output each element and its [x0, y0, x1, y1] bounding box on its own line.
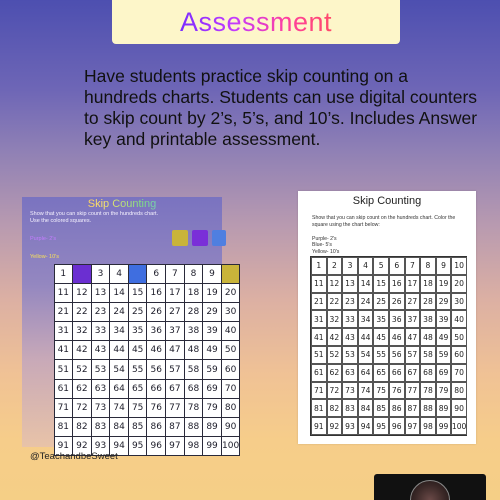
purple-legend: Purple- 2's [30, 236, 57, 242]
digital-cell[interactable]: 69 [202, 379, 222, 399]
digital-cell[interactable]: 23 [91, 302, 111, 322]
digital-cell[interactable]: 55 [128, 359, 148, 379]
digital-cell[interactable]: 67 [165, 379, 185, 399]
printable-cell: 85 [373, 399, 389, 417]
printable-cell: 11 [311, 275, 327, 293]
yellow-counter[interactable] [172, 230, 188, 246]
digital-cell[interactable]: 65 [128, 379, 148, 399]
digital-cell[interactable]: 53 [91, 359, 111, 379]
digital-cell[interactable]: 30 [221, 302, 241, 322]
digital-cell[interactable]: 29 [202, 302, 222, 322]
printable-cell: 94 [358, 417, 374, 435]
digital-cell[interactable]: 83 [91, 417, 111, 437]
digital-cell[interactable]: 56 [146, 359, 166, 379]
digital-cell[interactable]: 98 [184, 436, 204, 456]
printable-cell: 26 [389, 293, 405, 311]
printable-cell: 35 [373, 310, 389, 328]
digital-chart-instructions: Show that you can skip count on the hundreds chart. Use the colored squares. [30, 211, 159, 224]
printable-cell: 3 [342, 257, 358, 275]
digital-cell[interactable]: 31 [54, 321, 74, 341]
digital-cell[interactable]: 73 [91, 398, 111, 418]
printable-cell: 18 [420, 275, 436, 293]
digital-cell[interactable] [128, 264, 148, 284]
title-banner [112, 0, 400, 44]
digital-cell[interactable]: 87 [165, 417, 185, 437]
printable-cell: 81 [311, 399, 327, 417]
printable-cell: 53 [342, 346, 358, 364]
digital-cell[interactable]: 8 [184, 264, 204, 284]
digital-cell[interactable]: 43 [91, 340, 111, 360]
digital-cell[interactable]: 17 [165, 283, 185, 303]
digital-cell[interactable]: 6 [146, 264, 166, 284]
digital-cell[interactable]: 22 [72, 302, 92, 322]
printable-cell: 74 [358, 382, 374, 400]
digital-chart-title: Skip Counting [22, 198, 222, 210]
printable-cell: 8 [420, 257, 436, 275]
digital-cell[interactable]: 46 [146, 340, 166, 360]
digital-cell[interactable]: 52 [72, 359, 92, 379]
printable-cell: 10 [451, 257, 467, 275]
printable-cell: 41 [311, 328, 327, 346]
printable-cell: 15 [373, 275, 389, 293]
digital-grid [54, 264, 240, 456]
printable-cell: 62 [327, 364, 343, 382]
printable-cell: 61 [311, 364, 327, 382]
printable-cell: 12 [327, 275, 343, 293]
digital-cell[interactable]: 32 [72, 321, 92, 341]
printable-cell: 22 [327, 293, 343, 311]
digital-cell[interactable]: 27 [165, 302, 185, 322]
printable-cell: 65 [373, 364, 389, 382]
printable-cell: 100 [451, 417, 467, 435]
printable-cell: 13 [342, 275, 358, 293]
printable-cell: 95 [373, 417, 389, 435]
printable-cell: 60 [451, 346, 467, 364]
digital-cell[interactable]: 19 [202, 283, 222, 303]
legend-yellow: Yellow- 10's [312, 248, 340, 255]
printable-assessment [298, 191, 476, 444]
printable-legend [312, 236, 339, 255]
digital-cell[interactable]: 71 [54, 398, 74, 418]
digital-cell[interactable]: 88 [184, 417, 204, 437]
logo-circle-icon [410, 480, 450, 500]
printable-cell: 77 [405, 382, 421, 400]
digital-cell[interactable]: 1 [54, 264, 74, 284]
printable-cell: 51 [311, 346, 327, 364]
digital-cell[interactable]: 44 [109, 340, 129, 360]
digital-cell[interactable]: 7 [165, 264, 185, 284]
digital-cell[interactable]: 90 [221, 417, 241, 437]
digital-cell[interactable]: 79 [202, 398, 222, 418]
printable-cell: 34 [358, 310, 374, 328]
digital-cell[interactable]: 13 [91, 283, 111, 303]
digital-cell[interactable]: 35 [128, 321, 148, 341]
printable-instructions: Show that you can skip count on the hundreds chart. Color the square using the chart below: [312, 215, 456, 228]
digital-cell[interactable]: 84 [109, 417, 129, 437]
digital-cell[interactable]: 20 [221, 283, 241, 303]
digital-cell[interactable]: 18 [184, 283, 204, 303]
printable-cell: 68 [420, 364, 436, 382]
printable-cell: 32 [327, 310, 343, 328]
digital-cell[interactable]: 45 [128, 340, 148, 360]
digital-cell[interactable]: 77 [165, 398, 185, 418]
printable-cell: 69 [436, 364, 452, 382]
digital-cell[interactable]: 82 [72, 417, 92, 437]
digital-hundreds-chart [22, 197, 240, 452]
product-description: Have students practice skip counting on a hundreds charts. Students can use digital counters to skip count by 2’s, 5’s, and 10’s. Includes Answer key and printable assessment. [84, 66, 478, 149]
digital-cell[interactable]: 64 [109, 379, 129, 399]
printable-cell: 7 [405, 257, 421, 275]
printable-cell: 5 [373, 257, 389, 275]
digital-cell[interactable]: 51 [54, 359, 74, 379]
printable-cell: 92 [327, 417, 343, 435]
printable-cell: 38 [420, 310, 436, 328]
printable-cell: 97 [405, 417, 421, 435]
printable-cell: 14 [358, 275, 374, 293]
printable-cell: 36 [389, 310, 405, 328]
printable-cell: 58 [420, 346, 436, 364]
printable-cell: 9 [436, 257, 452, 275]
printable-cell: 21 [311, 293, 327, 311]
page-title: Assessment [179, 7, 333, 37]
digital-cell[interactable]: 58 [184, 359, 204, 379]
digital-cell[interactable]: 86 [146, 417, 166, 437]
digital-cell[interactable]: 37 [165, 321, 185, 341]
brand-logo [374, 474, 486, 500]
digital-cell[interactable]: 33 [91, 321, 111, 341]
digital-cell[interactable]: 68 [184, 379, 204, 399]
digital-cell[interactable]: 70 [221, 379, 241, 399]
printable-cell: 93 [342, 417, 358, 435]
printable-cell: 42 [327, 328, 343, 346]
printable-cell: 37 [405, 310, 421, 328]
digital-cell[interactable]: 91 [54, 436, 74, 456]
printable-cell: 89 [436, 399, 452, 417]
printable-cell: 70 [451, 364, 467, 382]
digital-cell[interactable]: 24 [109, 302, 129, 322]
printable-cell: 84 [358, 399, 374, 417]
printable-cell: 48 [420, 328, 436, 346]
printable-cell: 31 [311, 310, 327, 328]
yellow-legend: Yellow- 10's [30, 254, 59, 260]
printable-cell: 98 [420, 417, 436, 435]
printable-cell: 55 [373, 346, 389, 364]
digital-cell[interactable]: 16 [146, 283, 166, 303]
printable-cell: 24 [358, 293, 374, 311]
digital-cell[interactable]: 21 [54, 302, 74, 322]
digital-cell[interactable]: 57 [165, 359, 185, 379]
digital-cell[interactable]: 42 [72, 340, 92, 360]
printable-cell: 59 [436, 346, 452, 364]
printable-cell: 40 [451, 310, 467, 328]
printable-cell: 75 [373, 382, 389, 400]
digital-cell[interactable]: 89 [202, 417, 222, 437]
printable-cell: 27 [405, 293, 421, 311]
purple-counter[interactable] [192, 230, 208, 246]
digital-cell[interactable]: 26 [146, 302, 166, 322]
printable-cell: 25 [373, 293, 389, 311]
printable-title: Skip Counting [352, 195, 422, 207]
digital-cell[interactable]: 49 [202, 340, 222, 360]
digital-cell[interactable]: 28 [184, 302, 204, 322]
digital-cell[interactable]: 100 [221, 436, 241, 456]
printable-cell: 16 [389, 275, 405, 293]
digital-cell[interactable]: 85 [128, 417, 148, 437]
printable-cell: 54 [358, 346, 374, 364]
digital-cell[interactable]: 60 [221, 359, 241, 379]
printable-cell: 87 [405, 399, 421, 417]
digital-cell[interactable]: 12 [72, 283, 92, 303]
printable-cell: 46 [389, 328, 405, 346]
printable-cell: 1 [311, 257, 327, 275]
printable-cell: 82 [327, 399, 343, 417]
printable-cell: 91 [311, 417, 327, 435]
digital-cell[interactable]: 62 [72, 379, 92, 399]
digital-cell[interactable]: 72 [72, 398, 92, 418]
digital-cell[interactable]: 54 [109, 359, 129, 379]
digital-cell[interactable]: 41 [54, 340, 74, 360]
printable-cell: 88 [420, 399, 436, 417]
printable-cell: 73 [342, 382, 358, 400]
printable-cell: 67 [405, 364, 421, 382]
digital-cell[interactable]: 97 [165, 436, 185, 456]
digital-cell[interactable]: 40 [221, 321, 241, 341]
digital-cell[interactable]: 78 [184, 398, 204, 418]
printable-cell: 33 [342, 310, 358, 328]
digital-cell[interactable]: 15 [128, 283, 148, 303]
printable-cell: 63 [342, 364, 358, 382]
digital-cell[interactable]: 81 [54, 417, 74, 437]
digital-cell[interactable]: 76 [146, 398, 166, 418]
digital-cell[interactable]: 63 [91, 379, 111, 399]
printable-cell: 90 [451, 399, 467, 417]
printable-cell: 23 [342, 293, 358, 311]
digital-cell[interactable]: 95 [128, 436, 148, 456]
legend-blue: Blue- 5's [312, 242, 333, 249]
digital-cell[interactable]: 74 [109, 398, 129, 418]
digital-cell[interactable]: 34 [109, 321, 129, 341]
digital-cell[interactable]: 50 [221, 340, 241, 360]
printable-cell: 57 [405, 346, 421, 364]
author-handle: @TeachandbeSweet [30, 451, 118, 462]
printable-cell: 4 [358, 257, 374, 275]
printable-cell: 49 [436, 328, 452, 346]
printable-cell: 2 [327, 257, 343, 275]
printable-cell: 47 [405, 328, 421, 346]
printable-cell: 6 [389, 257, 405, 275]
printable-cell: 83 [342, 399, 358, 417]
digital-cell[interactable]: 93 [91, 436, 111, 456]
printable-cell: 19 [436, 275, 452, 293]
digital-cell[interactable]: 4 [109, 264, 129, 284]
printable-cell: 20 [451, 275, 467, 293]
digital-cell[interactable]: 48 [184, 340, 204, 360]
digital-cell[interactable]: 96 [146, 436, 166, 456]
printable-cell: 52 [327, 346, 343, 364]
digital-cell[interactable]: 3 [91, 264, 111, 284]
printable-cell: 86 [389, 399, 405, 417]
printable-cell: 64 [358, 364, 374, 382]
digital-cell[interactable]: 99 [202, 436, 222, 456]
printable-cell: 66 [389, 364, 405, 382]
digital-cell[interactable]: 66 [146, 379, 166, 399]
printable-cell: 71 [311, 382, 327, 400]
digital-cell[interactable]: 11 [54, 283, 74, 303]
printable-cell: 17 [405, 275, 421, 293]
digital-cell[interactable]: 47 [165, 340, 185, 360]
digital-cell[interactable]: 25 [128, 302, 148, 322]
printable-cell: 78 [420, 382, 436, 400]
digital-cell[interactable]: 75 [128, 398, 148, 418]
digital-cell[interactable] [72, 264, 92, 284]
printable-cell: 29 [436, 293, 452, 311]
printable-cell: 43 [342, 328, 358, 346]
printable-cell: 30 [451, 293, 467, 311]
printable-cell: 39 [436, 310, 452, 328]
digital-cell[interactable]: 38 [184, 321, 204, 341]
printable-cell: 56 [389, 346, 405, 364]
digital-cell[interactable]: 80 [221, 398, 241, 418]
digital-cell[interactable]: 14 [109, 283, 129, 303]
digital-cell[interactable]: 94 [109, 436, 129, 456]
digital-cell[interactable]: 59 [202, 359, 222, 379]
printable-cell: 45 [373, 328, 389, 346]
digital-cell[interactable]: 9 [202, 264, 222, 284]
printable-cell: 79 [436, 382, 452, 400]
digital-cell[interactable]: 36 [146, 321, 166, 341]
legend-purple: Purple- 2's [312, 236, 337, 242]
printable-cell: 76 [389, 382, 405, 400]
digital-cell[interactable]: 61 [54, 379, 74, 399]
printable-cell: 28 [420, 293, 436, 311]
digital-cell[interactable] [221, 264, 241, 284]
printable-cell: 50 [451, 328, 467, 346]
digital-cell[interactable]: 92 [72, 436, 92, 456]
printable-cell: 99 [436, 417, 452, 435]
digital-cell[interactable]: 39 [202, 321, 222, 341]
printable-cell: 72 [327, 382, 343, 400]
printable-cell: 80 [451, 382, 467, 400]
printable-cell: 44 [358, 328, 374, 346]
blue-counter[interactable] [212, 230, 226, 246]
printable-cell: 96 [389, 417, 405, 435]
printable-grid [310, 256, 467, 436]
